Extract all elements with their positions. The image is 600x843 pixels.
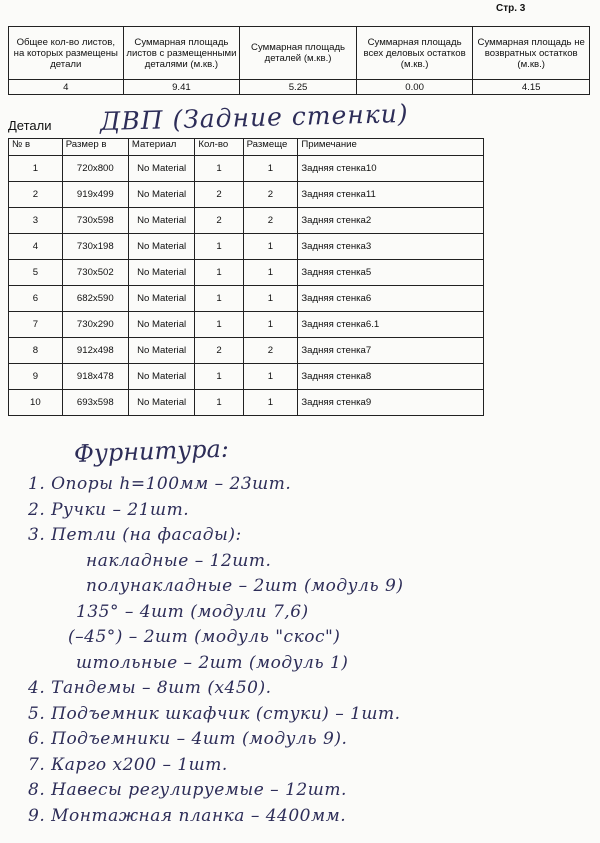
- cell-note: Задняя стенка6: [298, 286, 484, 312]
- cell-material: No Material: [128, 208, 194, 234]
- parts-body: [9, 156, 484, 416]
- summary-value-offcuts-area: 0.00: [356, 80, 473, 95]
- cell-placed: 1: [243, 286, 298, 312]
- list-item: 4. Тандемы – 8шт (х450).: [28, 678, 272, 698]
- list-item: 7. Карго х200 – 1шт.: [28, 754, 228, 775]
- cell-placed: 2: [243, 182, 298, 208]
- cell-placed: 1: [243, 156, 298, 182]
- table-row: [9, 390, 484, 416]
- table-row: [9, 234, 484, 260]
- cell-material: No Material: [128, 312, 194, 338]
- cell-number: 7: [9, 312, 63, 338]
- table-row: [9, 286, 484, 312]
- cell-placed: 1: [243, 312, 298, 338]
- summary-value-parts-area: 5.25: [240, 80, 357, 95]
- cell-placed: 1: [243, 260, 298, 286]
- cell-size: 693x598: [62, 390, 128, 416]
- cell-material: No Material: [128, 286, 194, 312]
- cell-quantity: 1: [195, 364, 243, 390]
- cell-number: 4: [9, 234, 63, 260]
- table-row: [9, 312, 484, 338]
- summary-header-row: [9, 27, 590, 80]
- list-item: накладные – 12шт.: [86, 550, 272, 571]
- list-item: 6. Подъемники – 4шт (модуль 9).: [28, 729, 348, 749]
- parts-header-row: [9, 139, 484, 156]
- details-heading: Детали: [8, 118, 52, 133]
- table-row: [9, 208, 484, 234]
- list-item: 1. Опоры h=100мм – 23шт.: [28, 474, 292, 494]
- cell-number: 3: [9, 208, 63, 234]
- parts-header-number: № в: [9, 139, 63, 156]
- cell-note: Задняя стенка5: [298, 260, 484, 286]
- parts-header-note: Примечание: [298, 139, 484, 156]
- cell-placed: 2: [243, 338, 298, 364]
- cell-quantity: 2: [195, 208, 243, 234]
- list-item: 2. Ручки – 21шт.: [28, 499, 190, 520]
- cell-size: 919x499: [62, 182, 128, 208]
- hardware-notes: [28, 434, 588, 829]
- list-item: 3. Петли (на фасады):: [28, 525, 242, 545]
- parts-header-size: Размер в: [62, 139, 128, 156]
- summary-header-waste-area: Суммарная площадь не возвратных остатков (м.кв.): [473, 27, 590, 80]
- parts-header-placed: Размеще: [243, 139, 298, 156]
- cell-note: Задняя стенка10: [298, 156, 484, 182]
- summary-header-sheets: Общее кол-во листов, на которых размещены детали: [9, 27, 124, 80]
- cell-quantity: 1: [195, 260, 243, 286]
- cell-number: 8: [9, 338, 63, 364]
- list-item: полунакладные – 2шт (модуль 9): [86, 576, 404, 596]
- table-row: [9, 182, 484, 208]
- list-item: (–45°) – 2шт (модуль "скос"): [68, 627, 341, 647]
- summary-header-parts-area: Суммарная площадь деталей (м.кв.): [240, 27, 357, 80]
- cell-size: 730x502: [62, 260, 128, 286]
- cell-note: Задняя стенка3: [298, 234, 484, 260]
- cell-size: 720x800: [62, 156, 128, 182]
- summary-header-sheet-area: Суммарная площадь листов с размещенными деталями (м.кв.): [123, 27, 240, 80]
- cell-material: No Material: [128, 234, 194, 260]
- cell-size: 730x290: [62, 312, 128, 338]
- table-row: [9, 260, 484, 286]
- cell-size: 682x590: [62, 286, 128, 312]
- parts-header-quantity: Кол-во: [195, 139, 243, 156]
- cell-note: Задняя стенка8: [298, 364, 484, 390]
- cell-material: No Material: [128, 182, 194, 208]
- cell-note: Задняя стенка2: [298, 208, 484, 234]
- cell-placed: 1: [243, 234, 298, 260]
- summary-value-sheet-area: 9.41: [123, 80, 240, 95]
- cell-quantity: 2: [195, 338, 243, 364]
- cell-quantity: 2: [195, 182, 243, 208]
- list-item: штольные – 2шт (модуль 1): [76, 652, 349, 673]
- cell-material: No Material: [128, 156, 194, 182]
- cell-number: 6: [9, 286, 63, 312]
- cell-material: No Material: [128, 260, 194, 286]
- cell-number: 1: [9, 156, 63, 182]
- cell-placed: 1: [243, 364, 298, 390]
- summary-header-offcuts-area: Суммарная площадь всех деловых остатков (м.кв.): [356, 27, 473, 80]
- hardware-notes-title: Фурнитура:: [73, 434, 230, 468]
- list-item: 135° – 4шт (модули 7,6): [76, 601, 309, 622]
- list-item: 5. Подъемник шкафчик (стуки) – 1шт.: [28, 703, 401, 724]
- page-number: Стр. 3: [496, 3, 526, 14]
- table-row: [9, 364, 484, 390]
- hardware-notes-list: [28, 472, 588, 829]
- cell-material: No Material: [128, 364, 194, 390]
- table-row: [9, 338, 484, 364]
- list-item: 9. Монтажная планка – 4400мм.: [28, 805, 347, 826]
- cell-size: 730x598: [62, 208, 128, 234]
- parts-header-material: Материал: [128, 139, 194, 156]
- cell-quantity: 1: [195, 390, 243, 416]
- list-item: 8. Навесы регулируемые – 12шт.: [28, 780, 347, 800]
- cell-note: Задняя стенка7: [298, 338, 484, 364]
- cell-number: 2: [9, 182, 63, 208]
- cell-size: 912x498: [62, 338, 128, 364]
- cell-quantity: 1: [195, 286, 243, 312]
- parts-table: [8, 138, 484, 416]
- summary-value-sheets: 4: [9, 80, 124, 95]
- cell-number: 9: [9, 364, 63, 390]
- table-row: [9, 156, 484, 182]
- cell-quantity: 1: [195, 312, 243, 338]
- cell-number: 10: [9, 390, 63, 416]
- cell-placed: 1: [243, 390, 298, 416]
- cell-material: No Material: [128, 390, 194, 416]
- cell-material: No Material: [128, 338, 194, 364]
- cell-note: Задняя стенка11: [298, 182, 484, 208]
- cell-quantity: 1: [195, 234, 243, 260]
- cell-size: 730x198: [62, 234, 128, 260]
- cell-size: 918x478: [62, 364, 128, 390]
- summary-table: [8, 26, 590, 95]
- details-handwritten-note: ДВП (Задние стенки): [99, 98, 409, 137]
- cell-note: Задняя стенка9: [298, 390, 484, 416]
- summary-value-waste-area: 4.15: [473, 80, 590, 95]
- cell-placed: 2: [243, 208, 298, 234]
- cell-note: Задняя стенка6.1: [298, 312, 484, 338]
- cell-quantity: 1: [195, 156, 243, 182]
- summary-values-row: [9, 80, 590, 95]
- cell-number: 5: [9, 260, 63, 286]
